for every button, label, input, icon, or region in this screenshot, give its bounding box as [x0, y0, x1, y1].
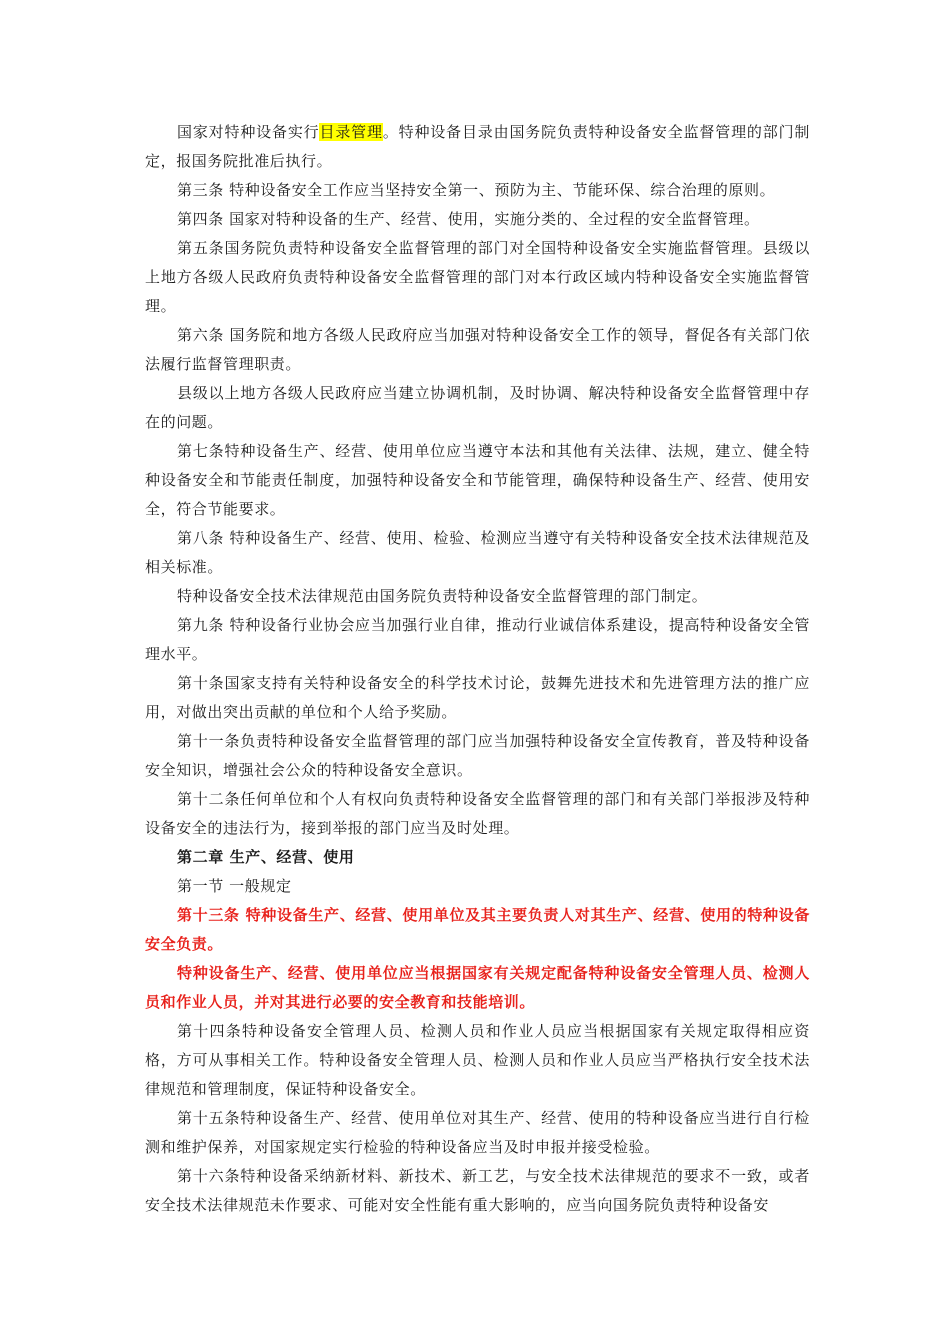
chapter-2-heading: 第二章 生产、经营、使用: [177, 848, 355, 866]
highlighted-text: 目录管理: [319, 123, 383, 141]
article-14: 第十四条特种设备安全管理人员、检测人员和作业人员应当根据国家有关规定取得相应资格，方可从事相关工作。特种设备安全管理人员、检测人员和作业人员应当严格执行安全技术法律规范和管理制度，保证特种设备安全。: [145, 1022, 810, 1098]
article-4: 第四条 国家对特种设备的生产、经营、使用，实施分类的、全过程的安全监督管理。: [177, 210, 760, 228]
article-15: 第十五条特种设备生产、经营、使用单位对其生产、经营、使用的特种设备应当进行自行检测和维护保养，对国家规定实行检验的特种设备应当及时申报并接受检验。: [145, 1109, 810, 1156]
article-8-clause-2: 特种设备安全技术法律规范由国务院负责特种设备安全监督管理的部门制定。: [177, 587, 708, 605]
article-13-clause-2: 特种设备生产、经营、使用单位应当根据国家有关规定配备特种设备安全管理人员、检测人员和作业人员，并对其进行必要的安全教育和技能培训。: [145, 964, 810, 1011]
article-13: 第十三条 特种设备生产、经营、使用单位及其主要负责人对其生产、经营、使用的特种设备安全负责。: [145, 906, 810, 953]
paragraph-text-post: 。特种设备目录由国务院负责特种设备安全监督管理的部门制定，报国务院批准后执行。: [145, 123, 811, 170]
section-1-heading: 第一节 一般规定: [177, 877, 292, 895]
article-6-clause-2: 县级以上地方各级人民政府应当建立协调机制，及时协调、解决特种设备安全监督管理中存在的问题。: [145, 384, 810, 431]
paragraph-catalog-management: [145, 118, 810, 176]
document-body: [145, 118, 810, 1220]
article-6: 第六条 国务院和地方各级人民政府应当加强对特种设备安全工作的领导，督促各有关部门依法履行监督管理职责。: [145, 326, 810, 373]
article-16: 第十六条特种设备采纳新材料、新技术、新工艺，与安全技术法律规范的要求不一致，或者安全技术法律规范未作要求、可能对安全性能有重大影响的，应当向国务院负责特种设备安: [145, 1167, 810, 1214]
article-8: 第八条 特种设备生产、经营、使用、检验、检测应当遵守有关特种设备安全技术法律规范及相关标准。: [145, 529, 810, 576]
article-3: 第三条 特种设备安全工作应当坚持安全第一、预防为主、节能环保、综合治理的原则。: [177, 181, 776, 199]
article-12: 第十二条任何单位和个人有权向负责特种设备安全监督管理的部门和有关部门举报涉及特种设备安全的违法行为，接到举报的部门应当及时处理。: [145, 790, 810, 837]
article-9: 第九条 特种设备行业协会应当加强行业自律，推动行业诚信体系建设，提高特种设备安全管理水平。: [145, 616, 810, 663]
paragraph-text-pre: 国家对特种设备实行: [177, 123, 320, 141]
article-10: 第十条国家支持有关特种设备安全的科学技术讨论，鼓舞先进技术和先进管理方法的推广应用，对做出突出贡献的单位和个人给予奖励。: [145, 674, 810, 721]
article-11: 第十一条负责特种设备安全监督管理的部门应当加强特种设备安全宣传教育，普及特种设备安全知识，增强社会公众的特种设备安全意识。: [145, 732, 810, 779]
article-7: 第七条特种设备生产、经营、使用单位应当遵守本法和其他有关法律、法规，建立、健全特种设备安全和节能责任制度，加强特种设备安全和节能管理，确保特种设备生产、经营、使用安全，符合节能要求。: [145, 442, 810, 518]
article-5: 第五条国务院负责特种设备安全监督管理的部门对全国特种设备安全实施监督管理。县级以上地方各级人民政府负责特种设备安全监督管理的部门对本行政区域内特种设备安全实施监督管理。: [145, 239, 810, 315]
